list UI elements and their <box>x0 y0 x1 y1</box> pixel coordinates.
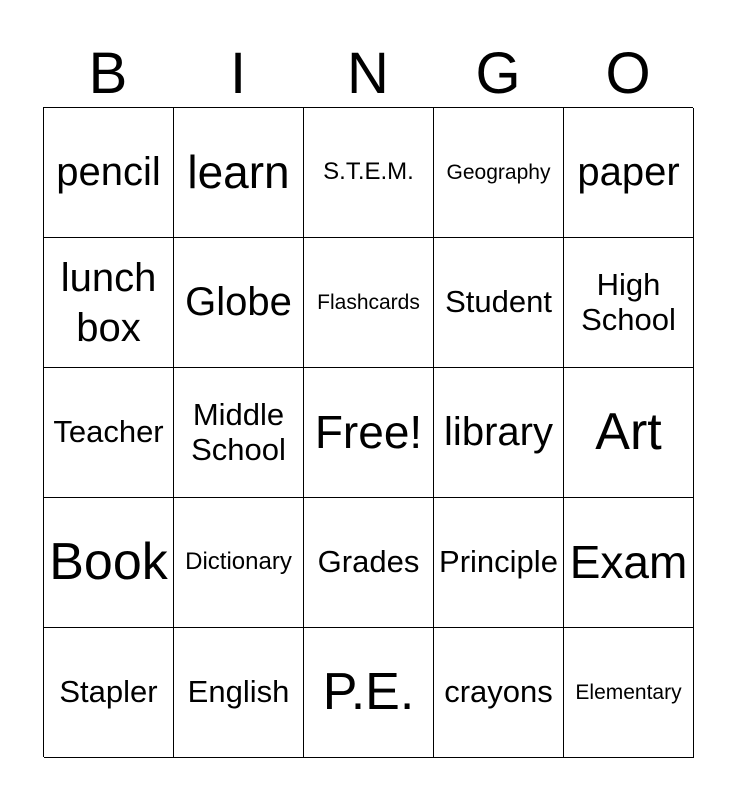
bingo-cell[interactable] <box>564 368 694 498</box>
cell-text: High School <box>581 266 676 337</box>
bingo-cell[interactable] <box>44 238 174 368</box>
cell-text: crayons <box>444 674 553 710</box>
bingo-cell[interactable] <box>174 498 304 628</box>
bingo-cell[interactable] <box>304 628 434 758</box>
bingo-cell[interactable] <box>434 498 564 628</box>
cell-text: Book <box>49 533 168 592</box>
bingo-cell[interactable] <box>174 628 304 758</box>
bingo-cell[interactable] <box>174 238 304 368</box>
cell-text: Geography <box>446 160 551 184</box>
bingo-cell[interactable] <box>174 108 304 238</box>
cell-text: paper <box>577 150 680 195</box>
bingo-cell[interactable] <box>434 108 564 238</box>
cell-text: learn <box>187 145 290 198</box>
bingo-cell[interactable] <box>564 498 694 628</box>
bingo-cell[interactable] <box>44 628 174 758</box>
header-letter-b: B <box>88 41 128 106</box>
cell-text: Flashcards <box>317 290 420 314</box>
bingo-cell[interactable] <box>304 368 434 498</box>
cell-text: Student <box>445 284 552 320</box>
bingo-cell[interactable] <box>564 238 694 368</box>
cell-text: Stapler <box>59 674 158 710</box>
cell-text: Middle School <box>191 396 286 467</box>
bingo-cell[interactable] <box>304 238 434 368</box>
bingo-cell[interactable] <box>304 108 434 238</box>
cell-text: Teacher <box>53 414 164 450</box>
header-letter-i: I <box>229 41 247 106</box>
bingo-cell[interactable] <box>44 368 174 498</box>
bingo-cell[interactable] <box>44 108 174 238</box>
cell-text: Art <box>595 403 662 462</box>
cell-text: Principle <box>439 544 558 580</box>
cell-text: Dictionary <box>185 548 292 576</box>
bingo-cell[interactable] <box>434 238 564 368</box>
bingo-cell[interactable] <box>564 628 694 758</box>
bingo-cell[interactable] <box>434 368 564 498</box>
bingo-cell[interactable] <box>174 368 304 498</box>
cell-text: Elementary <box>575 680 682 704</box>
cell-text: S.T.E.M. <box>323 158 414 186</box>
cell-text: library <box>444 410 553 455</box>
cell-text: Grades <box>317 544 420 580</box>
cell-text: P.E. <box>322 663 415 722</box>
bingo-board <box>43 107 693 757</box>
cell-text: lunch box <box>60 255 157 350</box>
cell-text: pencil <box>56 150 161 195</box>
cell-text: Exam <box>569 535 688 588</box>
bingo-cell[interactable] <box>434 628 564 758</box>
cell-text: Globe <box>185 280 292 325</box>
bingo-cell[interactable] <box>44 498 174 628</box>
cell-text: Free! <box>314 405 423 458</box>
header-letter-o: O <box>605 41 651 106</box>
cell-text: English <box>187 674 290 710</box>
bingo-cell[interactable] <box>564 108 694 238</box>
bingo-header <box>43 40 693 108</box>
header-letter-g: G <box>475 41 521 106</box>
bingo-cell[interactable] <box>304 498 434 628</box>
header-letter-n: N <box>347 41 389 106</box>
